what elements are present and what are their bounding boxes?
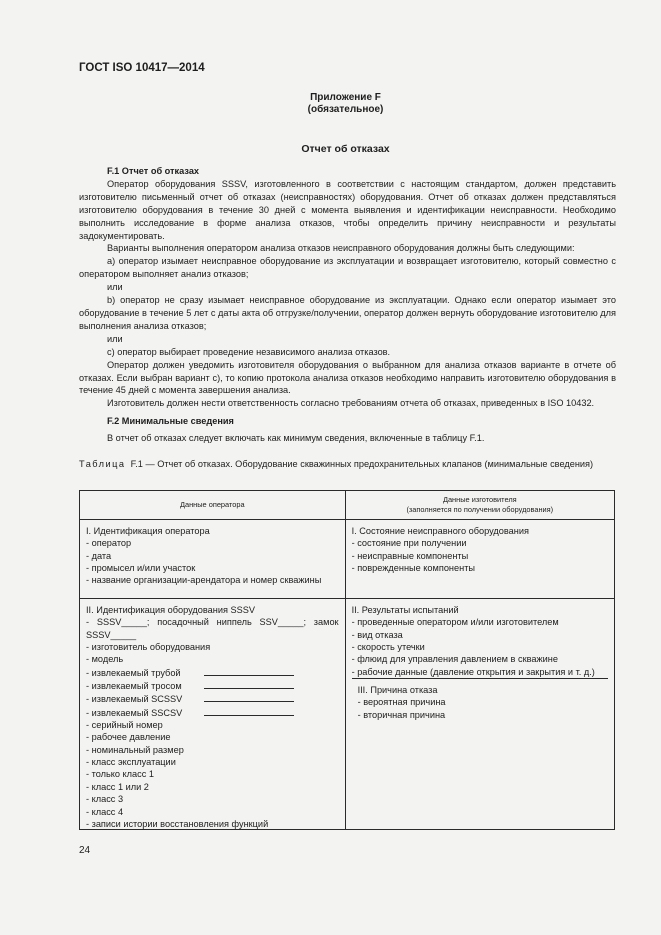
list-item: - поврежденные компоненты [351, 563, 476, 574]
list-item-lined: - извлекаемый тросом [86, 679, 339, 692]
list-item: - модель [86, 654, 124, 665]
paragraph: Оператор оборудования SSSV, изготовленного в соответствии с настоящим стандартом, должен представить изготовителю письменный отчет об отказах (неисправностях) оборудования. Отчет об отказах должен представляться изготовителю оборудования в течение 30 дней с момента выявления и идентификации неисправности. Необходимо выполнить исследование в форме анализа отказов, чтобы определить причину неисправности и результаты задокументировать. [79, 178, 616, 241]
list-item: - записи истории восстановления функций [86, 818, 269, 829]
blank-line [204, 666, 294, 676]
document-body [79, 165, 616, 445]
failure-report-table [79, 490, 615, 830]
list-item: - рабочее давление [86, 732, 171, 743]
table-caption-label: Таблица [79, 459, 126, 469]
list-item: - оператор [86, 538, 132, 549]
header-manufacturer: Данные изготовителя (заполняется по получении оборудования) [345, 491, 614, 520]
table-row [80, 599, 615, 830]
list-item-lined: - извлекаемый SCSSV [86, 692, 339, 705]
test-results-cell [345, 599, 614, 830]
list-item: - номинальный размер [86, 744, 184, 755]
paragraph: Варианты выполнения оператором анализа отказов неисправного оборудования должны быть следующими: [107, 243, 575, 254]
list-item: - флюид для управления давлением в скважине [351, 654, 558, 665]
blank-line [204, 692, 294, 702]
list-item: - скорость утечки [351, 642, 425, 653]
list-item: - неисправные компоненты [351, 550, 469, 561]
block-title: III. Причина отказа [357, 685, 438, 696]
or-text: или [107, 282, 123, 293]
block-title: II. Результаты испытаний [351, 605, 459, 615]
list-item: - SSSV_____; посадочный ниппель SSV_____; замок SSSV_____ [86, 617, 339, 640]
block-title: I. Идентификация оператора [86, 526, 210, 536]
list-item-lined: - извлекаемый трубой [86, 666, 339, 679]
table-caption [79, 458, 616, 471]
blank-line [204, 706, 294, 716]
operator-id-cell [80, 520, 346, 599]
appendix-subtitle: (обязательное) [307, 104, 384, 115]
paragraph: Оператор должен уведомить изготовителя оборудования о выбранном для анализа отказов варианте в отчете об отказах. Если выбран вариант с), то копию протокола анализа отказов необходимо направить изготовителю оборудования в течение 45 дней с момента завершения анализа. [79, 359, 616, 396]
document-title: Отчет об отказах [301, 143, 390, 155]
table-caption-text: F.1 — Отчет об отказах. Оборудование скважинных предохранительных клапанов (минимальные сведения) [130, 459, 594, 469]
list-item: - дата [86, 550, 112, 561]
failure-cause-block [352, 678, 608, 721]
paragraph: В отчет об отказах следует включать как минимум сведения, включенные в таблицу F.1. [107, 433, 485, 444]
equipment-state-cell [345, 520, 614, 599]
list-item: - только класс 1 [86, 769, 154, 780]
option-b: b) оператор не сразу изымает неисправное оборудование из эксплуатации. Однако если оператор изымает это оборудование в течение 5 лет с даты акта об отгрузке/получении, оператор должен вернуть оборудование изготовителю для выполнения анализа отказов; [79, 295, 616, 331]
list-item-lined: - извлекаемый SSCSV [86, 706, 339, 719]
list-item: - промысел и/или участок [86, 563, 196, 574]
list-item: - класс 3 [86, 794, 124, 805]
list-item: - вероятная причина [357, 697, 446, 708]
table-row [80, 520, 615, 599]
list-item: - изготовитель оборудования [86, 642, 211, 653]
list-item: - проведенные оператором и/или изготовителем [351, 617, 559, 628]
appendix-heading [0, 92, 661, 116]
list-item: - класс эксплуатации [86, 757, 176, 768]
list-item: - серийный номер [86, 720, 163, 731]
section-f1-heading: F.1 Отчет об отказах [107, 166, 200, 176]
list-item: - класс 4 [86, 806, 124, 817]
list-item: - название организации-арендатора и номер скважины [86, 575, 322, 586]
option-c: с) оператор выбирает проведение независимого анализа отказов. [107, 346, 391, 357]
block-title: II. Идентификация оборудования SSSV [86, 605, 256, 615]
header-operator: Данные оператора [80, 491, 346, 520]
paragraph: Изготовитель должен нести ответственность согласно требованиям отчета об отказах, приведенных в ISO 10432. [107, 398, 595, 409]
or-text: или [107, 333, 123, 344]
list-item: - рабочие данные (давление открытия и закрытия и т. д.) [351, 666, 595, 677]
page-number: 24 [79, 845, 91, 856]
list-item: - состояние при получении [351, 538, 467, 549]
table-header-row [80, 491, 615, 520]
option-a: а) оператор изымает неисправное оборудование из эксплуатации и возвращает изготовителю, который совместно с оператором выполняет анализ отказов; [79, 256, 616, 280]
standard-header: ГОСТ ISO 10417—2014 [79, 62, 205, 74]
appendix-title: Приложение F [310, 92, 381, 103]
section-f2-heading: F.2 Минимальные сведения [107, 416, 234, 427]
equipment-id-cell [80, 599, 346, 830]
block-title: I. Состояние неисправного оборудования [351, 526, 529, 536]
list-item: - класс 1 или 2 [86, 781, 149, 792]
list-item: - вид отказа [351, 629, 403, 640]
blank-line [204, 679, 294, 689]
list-item: - вторичная причина [357, 709, 446, 720]
